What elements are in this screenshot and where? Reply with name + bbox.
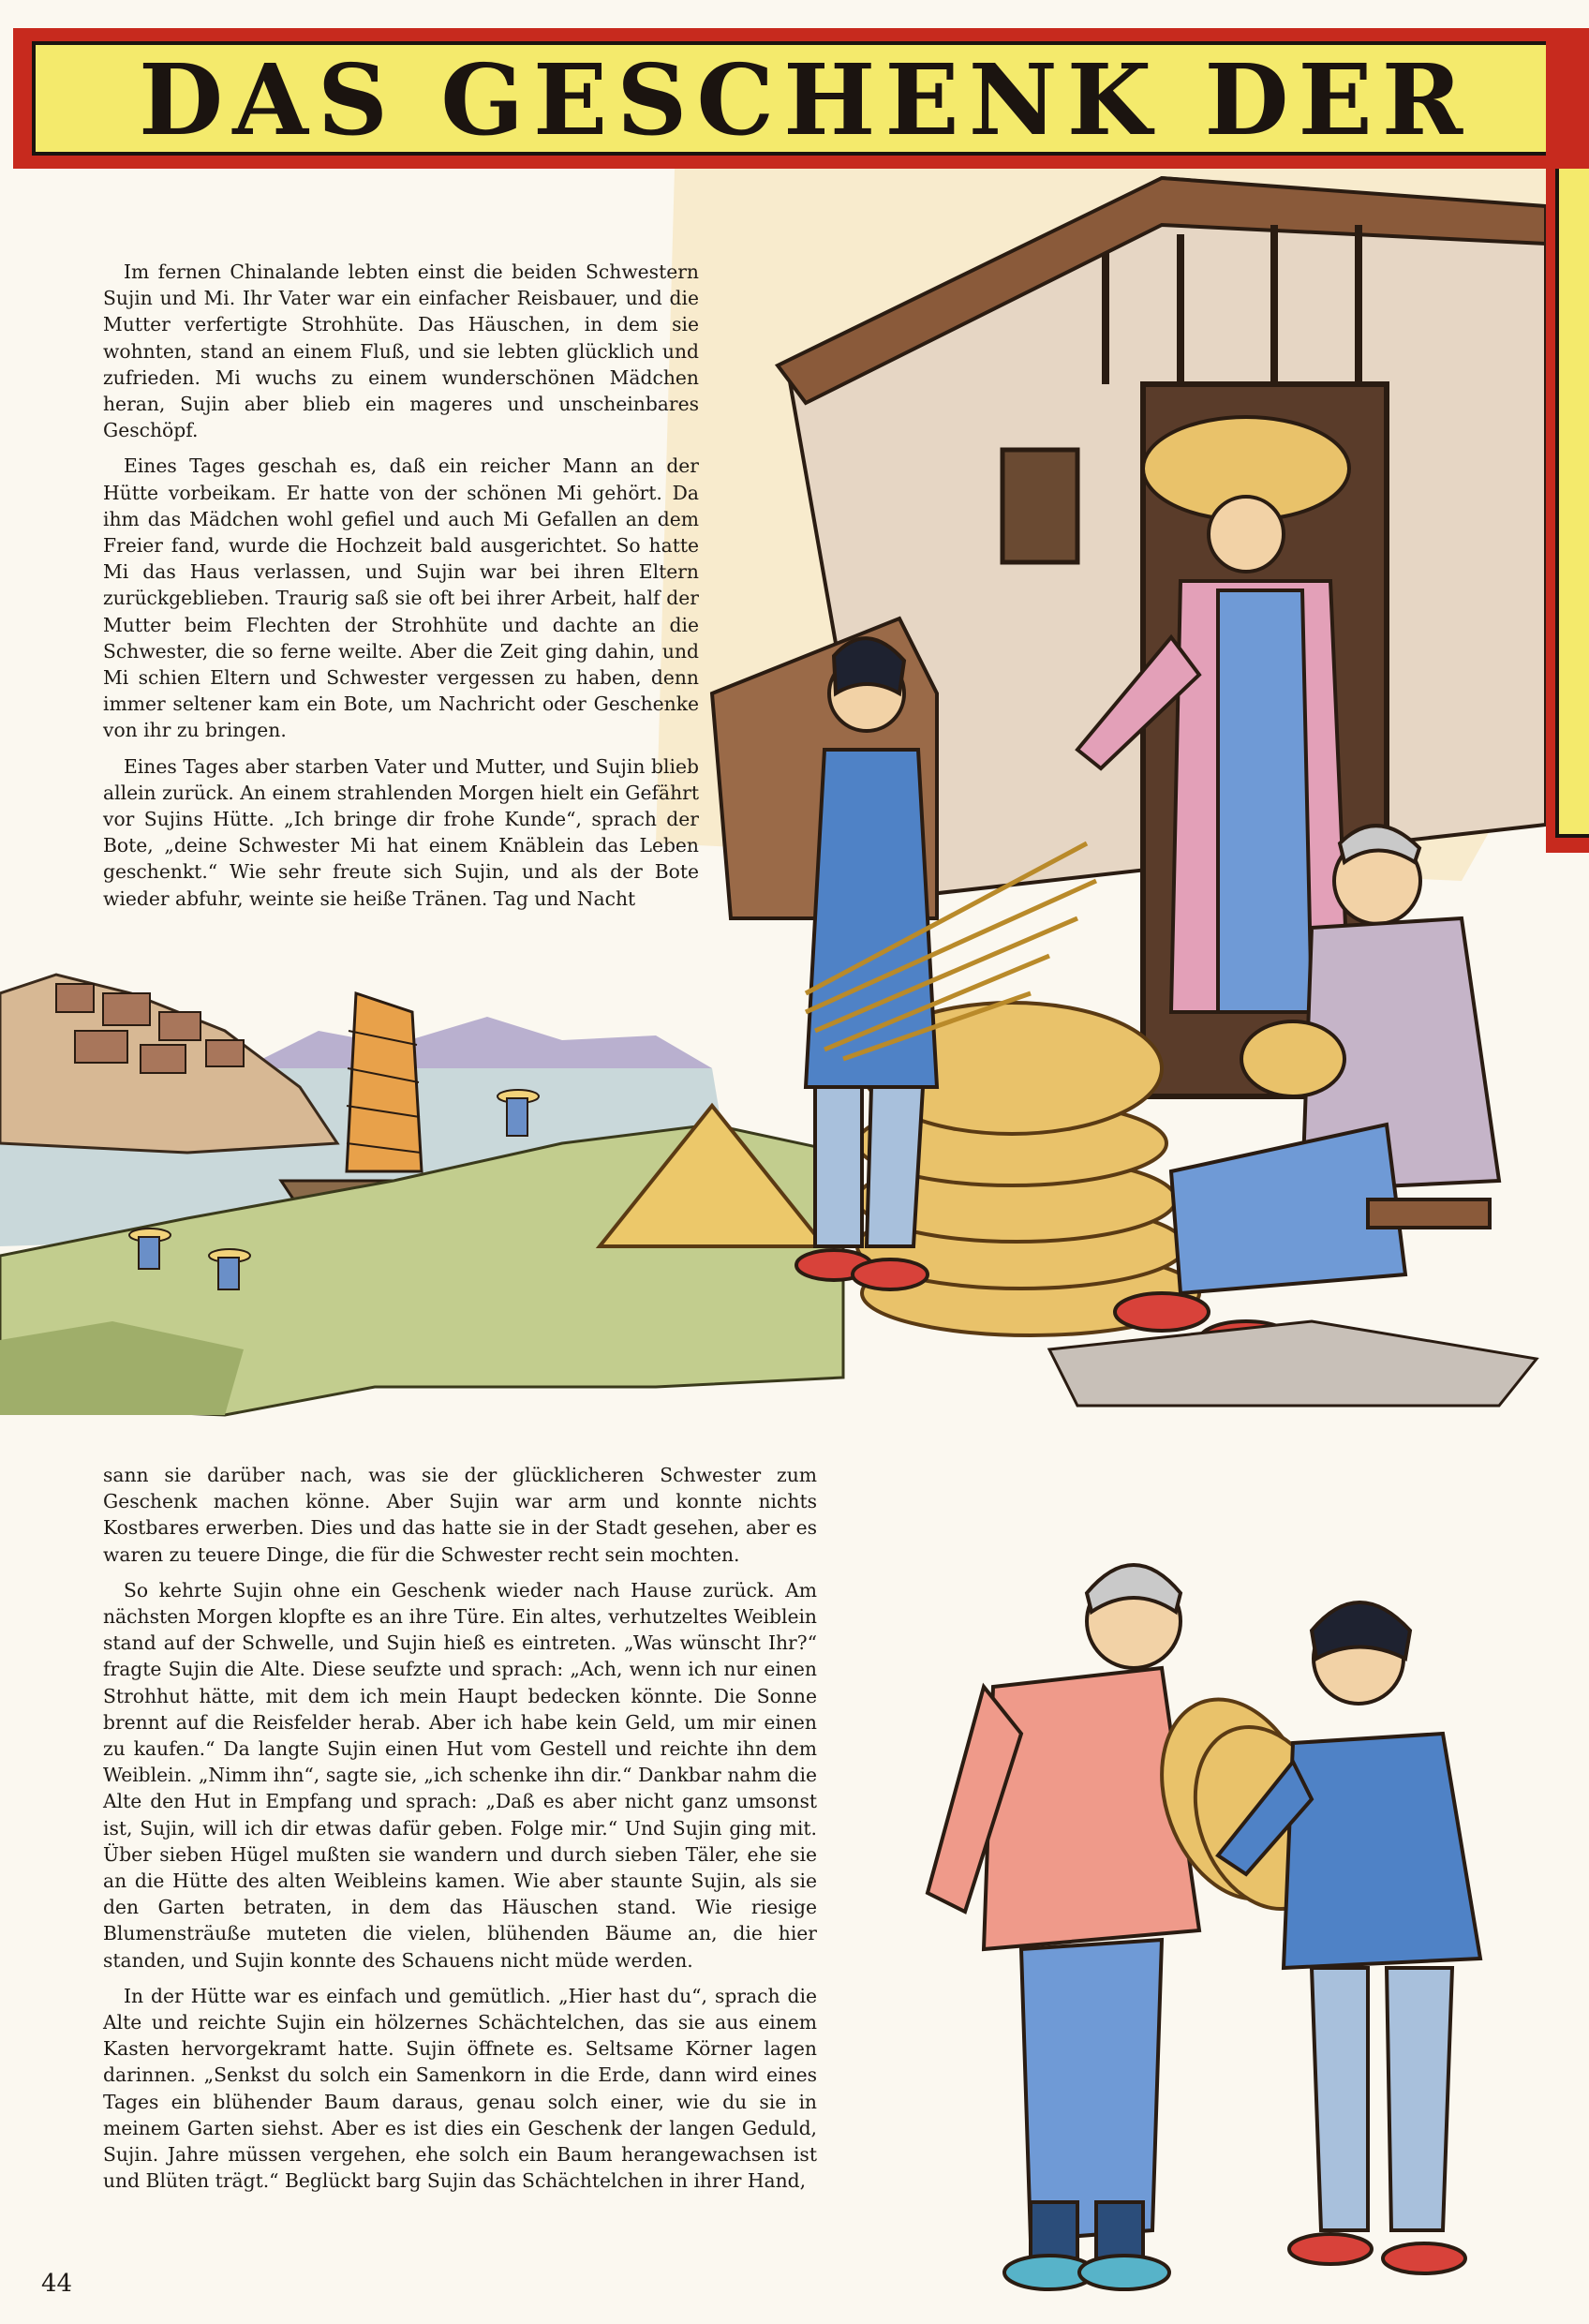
paragraph: sann sie darüber nach, was sie der glücklicheren Schwester zum Geschenk machen könne. Aber Sujin war arm und konnte nichts Kostbares erwerben. Dies und das hatte sie in der Stadt gesehen, aber es waren zu teuere Dinge, die für die Schwester recht sein mochten.: [103, 1464, 817, 1566]
side-frame: [1546, 28, 1589, 853]
page-number: 44: [41, 2270, 73, 2298]
paragraph: So kehrte Sujin ohne ein Geschenk wieder nach Hause zurück. Am nächsten Morgen klopfte es an ihre Türe. Ein altes, verhutzeltes Weiblein stand auf der Schwelle, und Sujin hieß es eintreten. „Was wünscht Ihr?“ fragte Sujin die Alte. Diese seufzte und sprach: „Ach, wenn ich nur einen Strohhut hätte, mit dem ich mein Haupt bedecken könnte. Die Sonne brennt auf die Reisfelder herab. Aber ich habe kein Geld, um mir einen zu kaufen.“ Da langte Sujin einen Hut vom Gestell und reichte ihn dem Weiblein. „Nimm ihn“, sagte sie, „ich schenke ihn dir.“ Dankbar nahm die Alte den Hut in Empfang und sprach: „Daß es aber nicht ganz umsonst ist, Sujin, will ich dir etwas dafür geben. Folge mir.“ Und Sujin ging mit. Über sieben Hügel mußten sie wandern und durch sieben Täler, ehe sie an die Hütte des alten Weibleins kamen. Wie aber staunte Sujin, als sie den Garten betraten, in dem das Häuschen stand. Wie riesige Blumensträuße muteten die vielen, blühenden Bäume an, die hier standen, und Sujin konnte des Schauens nicht müde werden.: [103, 1578, 817, 1972]
paragraph: Im fernen Chinalande lebten einst die beiden Schwestern Sujin und Mi. Ihr Vater war ein einfacher Reisbauer, und die Mutter verfertigte Strohhüte. Das Häuschen, in dem sie wohnten, stand an einem Fluß, und sie lebten glücklich und zufrieden. Mi wuchs zu einem wunderschönen Mädchen heran, Sujin aber blieb ein mageres und unscheinbares Geschöpf.: [103, 261, 699, 442]
side-frame-panel: [1555, 169, 1589, 838]
paragraph: In der Hütte war es einfach und gemütlich. „Hier hast du“, sprach die Alte und reichte Sujin ein hölzernes Schächtelchen, das sie aus einem Kasten hervorgekramt hatte. Sujin öffnete es. Seltsame Körner lagen darinnen. „Senkst du solch ein Samenkorn in die Erde, dann wird eines Tages ein blühender Baum daraus, genau solch einer, wie du sie in meinem Garten siehst. Aber es ist dies ein Geschenk der langen Geduld, Sujin. Jahre müssen vergehen, ehe solch ein Baum herangewachsen ist und Blüten trägt.“ Beglückt barg Sujin das Schächtelchen in ihrer Hand,: [103, 1984, 817, 2193]
paragraph: Eines Tages aber starben Vater und Mutter, und Sujin blieb allein zurück. An einem strahlenden Morgen hielt ein Gefährt vor Sujins Hütte. „Ich bringe dir frohe Kunde“, sprach der Bote, „deine Schwester Mi hat einem Knäblein das Leben geschenkt.“ Wie sehr freute sich Sujin, und als der Bote wieder abfuhr, weinte sie heiße Tränen. Tag und Nacht: [103, 754, 699, 910]
paragraph: Eines Tages geschah es, daß ein reicher Mann an der Hütte vorbeikam. Er hatte von der schönen Mi gehört. Da ihm das Mädchen wohl gefiel und auch Mi Gefallen an dem Freier fand, wurde die Hochzeit bald ausgerichtet. So hatte Mi das Haus verlassen, und Sujin war bei ihren Eltern zurückgeblieben. Traurig saß sie oft bei ihrer Arbeit, half der Mutter beim Flechten der Strohhüte und dachte an die Schwester, die so ferne weilte. Aber die Zeit ging dahin, und Mi schien Eltern und Schwester vergessen zu haben, denn immer seltener kam ein Bote, um Nachricht oder Geschenke von ihr zu bringen.: [103, 454, 699, 742]
title-banner: [13, 28, 1589, 169]
text-column-top: [103, 259, 699, 921]
text-column-bottom: [103, 1462, 817, 2203]
page-title: DAS GESCHENK DER: [139, 49, 1473, 152]
illustration-hat-gift: [843, 1518, 1589, 2305]
title-banner-panel: [32, 41, 1561, 156]
